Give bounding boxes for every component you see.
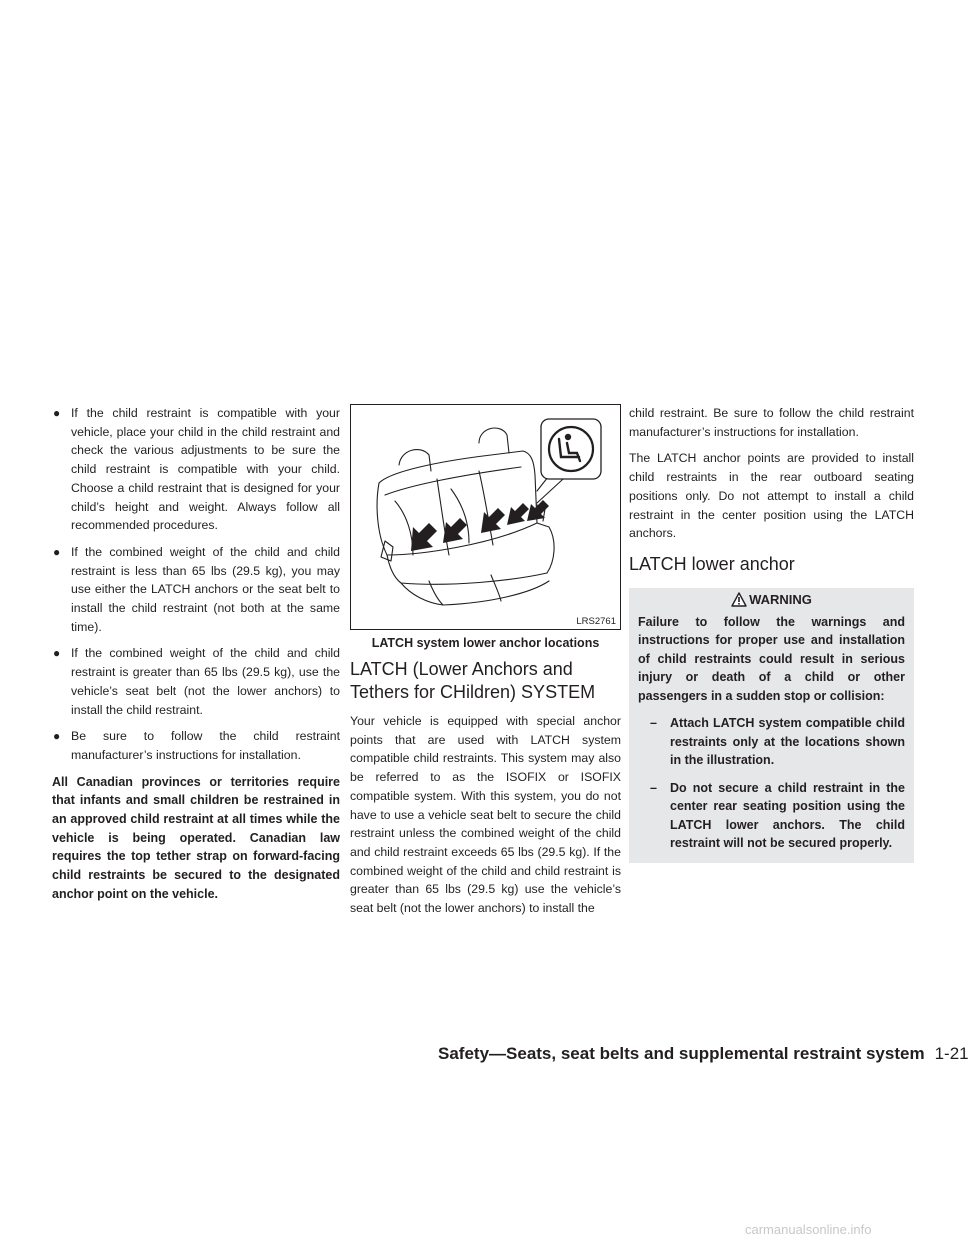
- bullet-mark: ●: [53, 646, 61, 661]
- dash-mark: –: [650, 780, 657, 795]
- figure-caption: LATCH system lower anchor locations: [371, 636, 600, 650]
- bullet-item: [52, 644, 340, 719]
- seat-illustration: [350, 404, 621, 630]
- dash-mark: –: [650, 716, 657, 731]
- warning-triangle-icon: [731, 592, 747, 607]
- bullet-mark: ●: [53, 544, 61, 559]
- watermark: carmanualsonline.info: [745, 1222, 872, 1237]
- warning-title: [638, 592, 905, 607]
- canada-note: All Canadian provinces or territories require that infants and small children be restrained in an approved child restraint at all times while the vehicle is being operated. Canadian law requires the top tether strap on forward-facing child restraints be secured to the designated anchor point on the vehicle.: [52, 774, 340, 901]
- warning-box: [629, 588, 914, 863]
- warning-label: WARNING: [749, 591, 812, 607]
- subheading: LATCH lower anchor: [629, 553, 795, 574]
- latch-paragraph: Your vehicle is equipped with special anchor points that are used with LATCH system compatible child restraints. This system may also be referred to as the ISOFIX or ISOFIX compatible system. With this system, you do not have to use a vehicle seat belt to secure the child restraint unless the combined weight of the child and child restraint exceeds 65 lbs (29.5 kg). If the combined weight of the child and child restraint is greater than 65 lbs (29.5 kg) use the vehicle’s seat belt (not the lower anchors) to install the: [350, 714, 621, 916]
- child-seat-icon: [541, 419, 601, 479]
- bullet-text: If the combined weight of the child and child restraint is less than 65 lbs (29.5 kg), you may use either the LATCH anchors or the seat belt to install the child restraint (not both at the same time).: [71, 544, 340, 634]
- rear-seat-drawing: [351, 405, 620, 629]
- bullet-text: If the child restraint is compatible with your vehicle, place your child in the child restraint and check the various adjustments to be sure the child restraint is compatible with your child. Choose a child restraint that is designed for your child’s height and weight. Always follow all recommended procedures.: [71, 406, 340, 533]
- anchor-points-paragraph: The LATCH anchor points are provided to install child restraints in the rear outboard seating positions only. Do not attempt to install a child restraint in the center position using the LATCH anchors.: [629, 451, 914, 541]
- warning-item-text: Attach LATCH system compatible child restraints only at the locations shown in the illustration.: [670, 716, 905, 768]
- continuation-paragraph: child restraint. Be sure to follow the child restraint manufacturer’s instructions for installation.: [629, 406, 914, 439]
- right-column: [629, 404, 914, 863]
- footer-section: Safety—Seats, seat belts and supplemental restraint system: [438, 1044, 925, 1063]
- bullet-mark: ●: [53, 406, 61, 420]
- middle-column: [350, 404, 621, 918]
- warning-item-text: Do not secure a child restraint in the center rear seating position using the LATCH lower anchors. The child restraint will not be secured properly.: [670, 780, 905, 851]
- section-heading: LATCH (Lower Anchors and Tethers for CHildren) SYSTEM: [350, 659, 596, 702]
- bullet-item: [52, 543, 340, 637]
- bullet-text: If the combined weight of the child and child restraint is greater than 65 lbs (29.5 kg), use the vehicle’s seat belt (not the lower anchors) to install the child restraint.: [71, 646, 340, 717]
- warning-item: [638, 779, 905, 853]
- bullet-text: Be sure to follow the child restraint manufacturer’s instructions for installation.: [71, 729, 340, 762]
- warning-text: Failure to follow the warnings and instructions for proper use and installation of child restraints could result in serious injury or death of a child or other passengers in a sudden stop or collision:: [638, 614, 905, 703]
- bullet-mark: ●: [53, 729, 61, 744]
- anchor-arrows: [411, 500, 549, 551]
- bullet-item: [52, 404, 340, 535]
- warning-item: [638, 714, 905, 770]
- left-column: [52, 404, 340, 904]
- figure-code: LRS2761: [576, 616, 616, 627]
- page-footer: [438, 1044, 969, 1064]
- bullet-item: [52, 727, 340, 764]
- page-number: 1-21: [934, 1044, 969, 1063]
